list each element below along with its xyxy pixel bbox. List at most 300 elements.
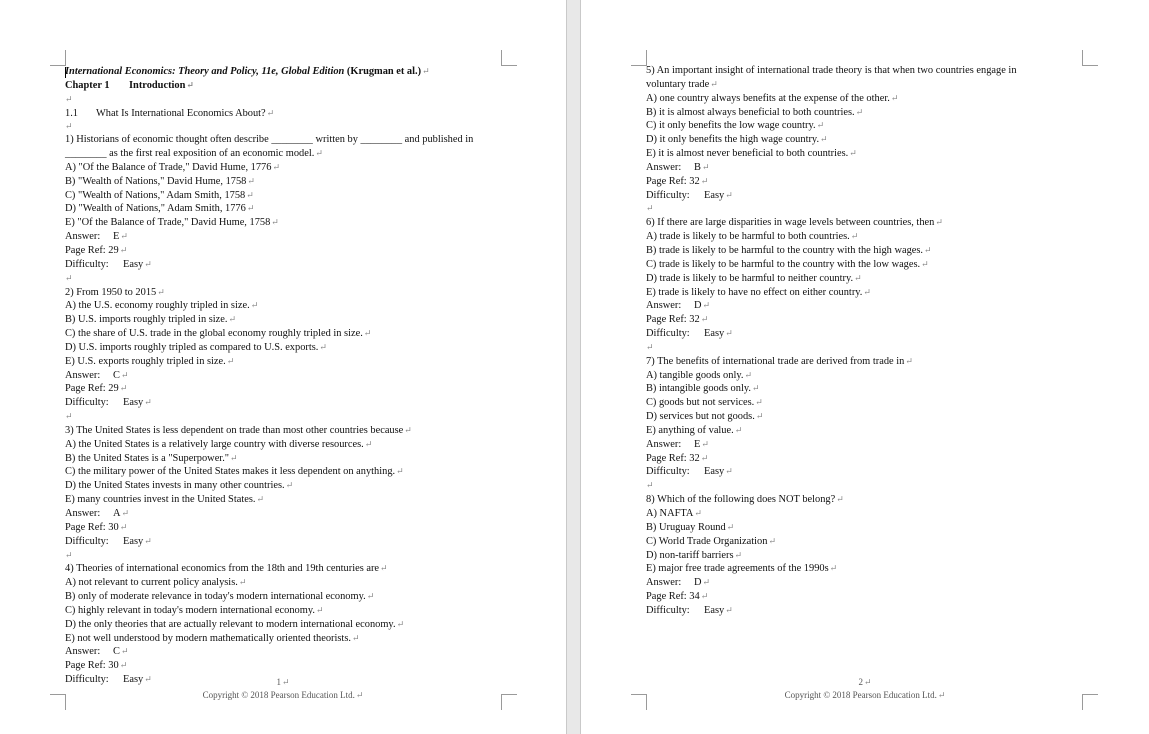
paragraph-mark: ↵ <box>144 674 152 685</box>
paragraph-mark: ↵ <box>380 563 388 574</box>
paragraph-mark: ↵ <box>272 161 280 172</box>
book-title-line <box>65 65 505 79</box>
document-page-1[interactable] <box>0 0 566 734</box>
answer-option <box>65 465 505 479</box>
blank-line <box>65 120 505 134</box>
blank-line <box>646 202 1058 216</box>
paragraph-mark: ↵ <box>921 258 929 269</box>
answer-value: A <box>113 508 121 519</box>
difficulty-value: Easy <box>123 535 144 547</box>
paragraph-mark: ↵ <box>120 231 128 242</box>
answer-option <box>646 424 1058 438</box>
paragraph-mark: ↵ <box>905 355 913 366</box>
paragraph-mark: ↵ <box>65 549 73 560</box>
question-block <box>646 216 1058 354</box>
page-ref-value: 34 <box>689 591 700 603</box>
answer-option <box>646 507 1058 521</box>
option-text: B) it is almost always beneficial to both countries. <box>646 106 855 118</box>
paragraph-mark: ↵ <box>65 411 73 422</box>
book-authors: (Krugman et al.) <box>344 66 422 77</box>
answer-value: E <box>694 438 701 450</box>
difficulty-label: Difficulty: <box>65 397 109 409</box>
paragraph-mark: ↵ <box>246 189 254 200</box>
answer-line <box>646 161 1058 175</box>
page-2-body[interactable] <box>646 65 1058 618</box>
blank-line <box>65 410 505 424</box>
difficulty-value: Easy <box>704 466 725 478</box>
blank-line <box>65 549 505 563</box>
answer-label: Answer: <box>65 646 101 658</box>
paragraph-mark: ↵ <box>396 466 404 477</box>
answer-option <box>65 189 505 203</box>
answer-line <box>65 369 505 383</box>
answer-option <box>65 355 505 369</box>
page-ref-line <box>646 590 1058 604</box>
difficulty-value: Easy <box>704 189 725 201</box>
question-stem <box>646 65 1058 92</box>
crop-mark-top-left <box>631 50 647 66</box>
option-text: B) intangible goods only. <box>646 383 751 395</box>
page-ref-label: Page Ref: <box>646 175 687 187</box>
question-list-page-1 <box>65 134 505 687</box>
paragraph-mark: ↵ <box>700 314 709 325</box>
answer-option <box>646 521 1058 535</box>
option-text: D) trade is likely to be harmful to neither country. <box>646 272 854 284</box>
paragraph-mark: ↵ <box>144 397 152 408</box>
document-page-2[interactable] <box>581 0 1149 734</box>
answer-line <box>65 230 505 244</box>
page-gutter <box>566 0 581 734</box>
page-ref-line <box>65 521 505 535</box>
section-title: What Is International Economics About? <box>96 107 266 119</box>
answer-line <box>646 576 1058 590</box>
blank-line <box>646 341 1058 355</box>
option-text: B) trade is likely to be harmful to the country with the high wages. <box>646 244 924 256</box>
question-stem <box>646 355 1058 369</box>
difficulty-line <box>646 604 1058 618</box>
chapter-title: Introduction <box>129 79 186 91</box>
paragraph-mark: ↵ <box>271 217 279 228</box>
page-number: 2 <box>858 677 863 687</box>
paragraph-mark: ↵ <box>363 328 372 339</box>
option-text: C) World Trade Organization <box>646 535 768 547</box>
difficulty-label: Difficulty: <box>646 328 690 340</box>
difficulty-value: Easy <box>123 397 144 409</box>
option-text: D) U.S. imports roughly tripled as compared to U.S. exports. <box>65 341 319 353</box>
paragraph-mark: ↵ <box>646 203 654 214</box>
paragraph-mark: ↵ <box>266 107 275 118</box>
difficulty-line <box>65 535 505 549</box>
answer-value: E <box>113 231 120 243</box>
paragraph-mark: ↵ <box>829 563 838 574</box>
answer-option <box>646 396 1058 410</box>
paragraph-mark: ↵ <box>820 134 828 145</box>
paragraph-mark: ↵ <box>700 452 709 463</box>
paragraph-mark: ↵ <box>281 677 290 687</box>
option-text: A) trade is likely to be harmful to both countries. <box>646 231 850 243</box>
question-text: 8) Which of the following does NOT belong? <box>646 494 836 506</box>
answer-value: C <box>113 369 120 381</box>
answer-option <box>646 258 1058 272</box>
paragraph-mark: ↵ <box>65 272 73 283</box>
answer-option <box>65 161 505 175</box>
paragraph-mark: ↵ <box>119 244 128 255</box>
answer-option <box>65 438 505 452</box>
page-ref-line <box>65 244 505 258</box>
question-text: 7) The benefits of international trade are derived from trade in <box>646 355 905 367</box>
paragraph-mark: ↵ <box>256 494 265 505</box>
answer-option <box>65 604 505 618</box>
paragraph-mark: ↵ <box>694 508 702 518</box>
option-text: D) non-tariff barriers <box>646 549 734 561</box>
book-title: International Economics: Theory and Policy, 11e, Global Edition <box>65 66 345 77</box>
question-stem <box>646 493 1058 507</box>
paragraph-mark: ↵ <box>119 521 128 532</box>
paragraph-mark: ↵ <box>924 244 932 255</box>
page-ref-value: 29 <box>108 244 119 256</box>
answer-label: Answer: <box>65 369 101 381</box>
option-text: A) the United States is a relatively large country with diverse resources. <box>65 438 364 450</box>
paragraph-mark: ↵ <box>700 591 709 602</box>
chapter-heading <box>65 79 505 93</box>
page-ref-value: 32 <box>689 314 700 326</box>
paragraph-mark: ↵ <box>726 521 735 532</box>
answer-option <box>646 286 1058 300</box>
difficulty-label: Difficulty: <box>65 535 109 547</box>
answer-option <box>646 562 1058 576</box>
paragraph-mark: ↵ <box>646 341 654 352</box>
paragraph-mark: ↵ <box>836 494 844 505</box>
paragraph-mark: ↵ <box>228 314 237 325</box>
answer-option <box>646 119 1058 133</box>
difficulty-label: Difficulty: <box>646 466 690 478</box>
page-ref-label: Page Ref: <box>646 591 687 603</box>
question-stem <box>65 424 505 438</box>
paragraph-mark: ↵ <box>702 300 711 311</box>
answer-option <box>65 618 505 632</box>
paragraph-mark: ↵ <box>935 217 943 228</box>
answer-option <box>646 535 1058 549</box>
paragraph-mark: ↵ <box>734 424 743 435</box>
question-list-page-2 <box>646 65 1058 618</box>
copyright-line <box>0 689 566 702</box>
paragraph-mark: ↵ <box>744 369 752 380</box>
difficulty-line <box>646 189 1058 203</box>
option-text: A) "Of the Balance of Trade," David Hume, 1776 <box>65 161 272 173</box>
paragraph-mark: ↵ <box>404 424 412 435</box>
paragraph-mark: ↵ <box>120 369 129 380</box>
option-text: E) trade is likely to have no effect on either country. <box>646 286 863 298</box>
copyright-line <box>581 689 1149 702</box>
option-text: E) major free trade agreements of the 1990s <box>646 563 829 575</box>
option-text: B) U.S. imports roughly tripled in size. <box>65 314 228 326</box>
question-stem <box>646 216 1058 230</box>
option-text: B) only of moderate relevance in today's modern international economy. <box>65 591 366 603</box>
option-text: C) "Wealth of Nations," Adam Smith, 1758 <box>65 189 246 201</box>
answer-option <box>646 410 1058 424</box>
paragraph-mark: ↵ <box>849 148 857 159</box>
paragraph-mark: ↵ <box>816 120 825 131</box>
question-block <box>65 134 505 285</box>
page-ref-value: 32 <box>689 175 700 187</box>
crop-mark-top-left <box>50 50 66 66</box>
page-ref-value: 32 <box>689 452 700 464</box>
paragraph-mark: ↵ <box>364 438 373 449</box>
answer-option <box>646 106 1058 120</box>
section-heading <box>65 107 505 121</box>
blank-line <box>65 272 505 286</box>
difficulty-line <box>65 258 505 272</box>
paragraph-mark: ↵ <box>351 632 360 643</box>
crop-mark-top-right <box>1082 50 1098 66</box>
paragraph-mark: ↵ <box>755 397 763 408</box>
option-text: A) the U.S. economy roughly tripled in size. <box>65 300 250 312</box>
answer-option <box>646 272 1058 286</box>
page-ref-label: Page Ref: <box>65 383 106 395</box>
page-ref-label: Page Ref: <box>65 521 106 533</box>
paragraph-mark: ↵ <box>863 677 872 687</box>
answer-option <box>65 452 505 466</box>
answer-option <box>646 244 1058 258</box>
paragraph-mark: ↵ <box>725 604 733 615</box>
answer-option <box>65 175 505 189</box>
paragraph-mark: ↵ <box>646 480 654 491</box>
difficulty-value: Easy <box>123 674 144 686</box>
answer-option <box>65 327 505 341</box>
answer-line <box>646 438 1058 452</box>
question-block <box>65 286 505 424</box>
option-text: C) the military power of the United States makes it less dependent on anything. <box>65 466 396 478</box>
page-footer <box>0 676 566 702</box>
question-text: 3) The United States is less dependent on trade than most other countries because <box>65 424 404 436</box>
answer-option <box>646 92 1058 106</box>
answer-line <box>646 299 1058 313</box>
option-text: D) it only benefits the high wage country. <box>646 134 820 146</box>
copyright-text: Copyright © 2018 Pearson Education Ltd. <box>202 690 355 700</box>
question-block <box>646 493 1058 618</box>
page-ref-value: 30 <box>108 660 119 672</box>
page-footer <box>581 676 1149 702</box>
option-text: D) the only theories that are actually relevant to modern international economy. <box>65 618 396 630</box>
section-number: 1.1 <box>65 107 78 119</box>
option-text: C) highly relevant in today's modern international economy. <box>65 604 315 616</box>
page-ref-label: Page Ref: <box>646 314 687 326</box>
answer-option <box>65 202 505 216</box>
answer-option <box>646 549 1058 563</box>
crop-mark-top-right <box>501 50 517 66</box>
question-text: 6) If there are large disparities in wage levels between countries, then <box>646 217 935 229</box>
answer-label: Answer: <box>646 438 682 450</box>
answer-value: D <box>694 300 702 312</box>
paragraph-mark: ↵ <box>751 383 760 394</box>
paragraph-mark: ↵ <box>144 258 152 269</box>
answer-option <box>65 479 505 493</box>
answer-option <box>65 299 505 313</box>
paragraph-mark: ↵ <box>315 148 323 159</box>
option-text: D) "Wealth of Nations," Adam Smith, 1776 <box>65 203 246 215</box>
difficulty-value: Easy <box>704 328 725 340</box>
paragraph-mark: ↵ <box>937 690 946 700</box>
question-text: 5) An important insight of international trade theory is that when two countries engage in voluntary trade <box>646 65 1017 90</box>
option-text: C) it only benefits the low wage country. <box>646 120 816 132</box>
option-text: A) one country always benefits at the expense of the other. <box>646 92 890 104</box>
page-ref-line <box>646 452 1058 466</box>
difficulty-label: Difficulty: <box>65 258 109 270</box>
answer-option <box>65 590 505 604</box>
paragraph-mark: ↵ <box>701 161 710 172</box>
difficulty-value: Easy <box>123 258 144 270</box>
difficulty-label: Difficulty: <box>646 189 690 201</box>
page-ref-label: Page Ref: <box>65 660 106 672</box>
answer-label: Answer: <box>646 161 682 173</box>
question-text: 2) From 1950 to 2015 <box>65 286 157 298</box>
option-text: D) the United States invests in many other countries. <box>65 480 285 492</box>
copyright-text: Copyright © 2018 Pearson Education Ltd. <box>784 690 937 700</box>
page-number-line <box>581 676 1149 689</box>
paragraph-mark: ↵ <box>701 438 709 449</box>
paragraph-mark: ↵ <box>768 535 776 546</box>
page-ref-line <box>65 659 505 673</box>
question-stem <box>65 286 505 300</box>
question-stem <box>65 562 505 576</box>
option-text: C) the share of U.S. trade in the global economy roughly tripled in size. <box>65 328 363 340</box>
page-number-line <box>0 676 566 689</box>
page-ref-line <box>65 382 505 396</box>
answer-option <box>646 133 1058 147</box>
paragraph-mark: ↵ <box>396 618 405 629</box>
page-ref-line <box>646 175 1058 189</box>
question-stem <box>65 134 505 161</box>
option-text: E) anything of value. <box>646 424 734 436</box>
difficulty-line <box>65 396 505 410</box>
paragraph-mark: ↵ <box>863 286 871 297</box>
paragraph-mark: ↵ <box>855 106 864 117</box>
question-text: 1) Historians of economic thought often describe ________ written by ________ and published in ________ as the first real exposition of an economic model. <box>65 134 474 160</box>
answer-option <box>646 369 1058 383</box>
paragraph-mark: ↵ <box>725 466 733 477</box>
difficulty-line <box>646 327 1058 341</box>
option-text: C) goods but not services. <box>646 397 755 409</box>
question-block <box>65 424 505 562</box>
paragraph-mark: ↵ <box>734 549 743 560</box>
paragraph-mark: ↵ <box>144 535 152 546</box>
chapter-label: Chapter 1 <box>65 79 110 91</box>
paragraph-mark: ↵ <box>854 272 862 283</box>
answer-value: D <box>694 577 702 589</box>
paragraph-mark: ↵ <box>157 286 165 297</box>
answer-option <box>65 313 505 327</box>
answer-label: Answer: <box>646 300 682 312</box>
paragraph-mark: ↵ <box>710 78 718 89</box>
paragraph-mark: ↵ <box>366 591 375 602</box>
paragraph-mark: ↵ <box>120 646 129 657</box>
paragraph-mark: ↵ <box>65 121 73 132</box>
option-text: C) trade is likely to be harmful to the country with the low wages. <box>646 258 921 270</box>
paragraph-mark: ↵ <box>355 690 364 700</box>
paragraph-mark: ↵ <box>119 383 128 394</box>
page-ref-value: 29 <box>108 383 119 395</box>
answer-option <box>646 230 1058 244</box>
answer-option <box>65 493 505 507</box>
answer-option <box>65 216 505 230</box>
option-text: A) NAFTA <box>646 508 694 519</box>
paragraph-mark: ↵ <box>700 175 709 186</box>
page-ref-label: Page Ref: <box>65 244 106 256</box>
answer-line <box>65 645 505 659</box>
page-ref-label: Page Ref: <box>646 452 687 464</box>
option-text: E) U.S. exports roughly tripled in size. <box>65 355 226 367</box>
paragraph-mark: ↵ <box>702 577 711 588</box>
paragraph-mark: ↵ <box>121 508 130 518</box>
difficulty-line <box>646 465 1058 479</box>
answer-line <box>65 507 505 521</box>
paragraph-mark: ↵ <box>247 175 255 186</box>
paragraph-mark: ↵ <box>186 79 194 90</box>
option-text: A) not relevant to current policy analysis. <box>65 577 238 589</box>
paragraph-mark: ↵ <box>250 300 259 311</box>
paragraph-mark: ↵ <box>119 660 128 671</box>
option-text: A) tangible goods only. <box>646 369 744 381</box>
difficulty-label: Difficulty: <box>65 674 109 686</box>
answer-label: Answer: <box>65 231 101 243</box>
difficulty-value: Easy <box>704 604 725 616</box>
page-number: 1 <box>276 677 281 687</box>
page-1-body[interactable] <box>65 65 505 687</box>
question-block <box>65 562 505 687</box>
answer-option <box>65 632 505 646</box>
option-text: E) many countries invest in the United States. <box>65 494 256 506</box>
option-text: B) Uruguay Round <box>646 521 726 533</box>
question-block <box>646 65 1058 216</box>
question-text: 4) Theories of international economics from the 18th and 19th centuries are <box>65 563 380 575</box>
paragraph-mark: ↵ <box>725 189 733 200</box>
option-text: B) the United States is a "Superpower." <box>65 452 230 464</box>
paragraph-mark: ↵ <box>246 203 255 214</box>
paragraph-mark: ↵ <box>890 92 899 103</box>
page-ref-line <box>646 313 1058 327</box>
paragraph-mark: ↵ <box>755 411 764 422</box>
blank-line <box>65 93 505 107</box>
answer-label: Answer: <box>65 508 101 519</box>
paragraph-mark: ↵ <box>319 341 327 352</box>
paragraph-mark: ↵ <box>850 231 859 242</box>
page-ref-value: 30 <box>108 521 119 533</box>
paragraph-mark: ↵ <box>422 66 430 76</box>
option-text: E) not well understood by modern mathematically oriented theorists. <box>65 632 351 644</box>
paragraph-mark: ↵ <box>226 355 235 366</box>
difficulty-label: Difficulty: <box>646 604 690 616</box>
answer-value: C <box>113 646 120 658</box>
paragraph-mark: ↵ <box>315 604 324 615</box>
question-block <box>646 355 1058 493</box>
answer-option <box>65 576 505 590</box>
paragraph-mark: ↵ <box>285 480 294 491</box>
answer-option <box>65 341 505 355</box>
option-text: E) "Of the Balance of Trade," David Hume, 1758 <box>65 217 271 229</box>
paragraph-mark: ↵ <box>230 452 238 463</box>
option-text: B) "Wealth of Nations," David Hume, 1758 <box>65 175 247 187</box>
paragraph-mark: ↵ <box>238 577 247 588</box>
answer-option <box>646 147 1058 161</box>
option-text: D) services but not goods. <box>646 411 755 423</box>
answer-value: B <box>694 161 701 173</box>
blank-line <box>646 479 1058 493</box>
paragraph-mark: ↵ <box>65 93 73 104</box>
answer-label: Answer: <box>646 577 682 589</box>
option-text: E) it is almost never beneficial to both countries. <box>646 148 849 160</box>
paragraph-mark: ↵ <box>725 328 733 339</box>
answer-option <box>646 382 1058 396</box>
